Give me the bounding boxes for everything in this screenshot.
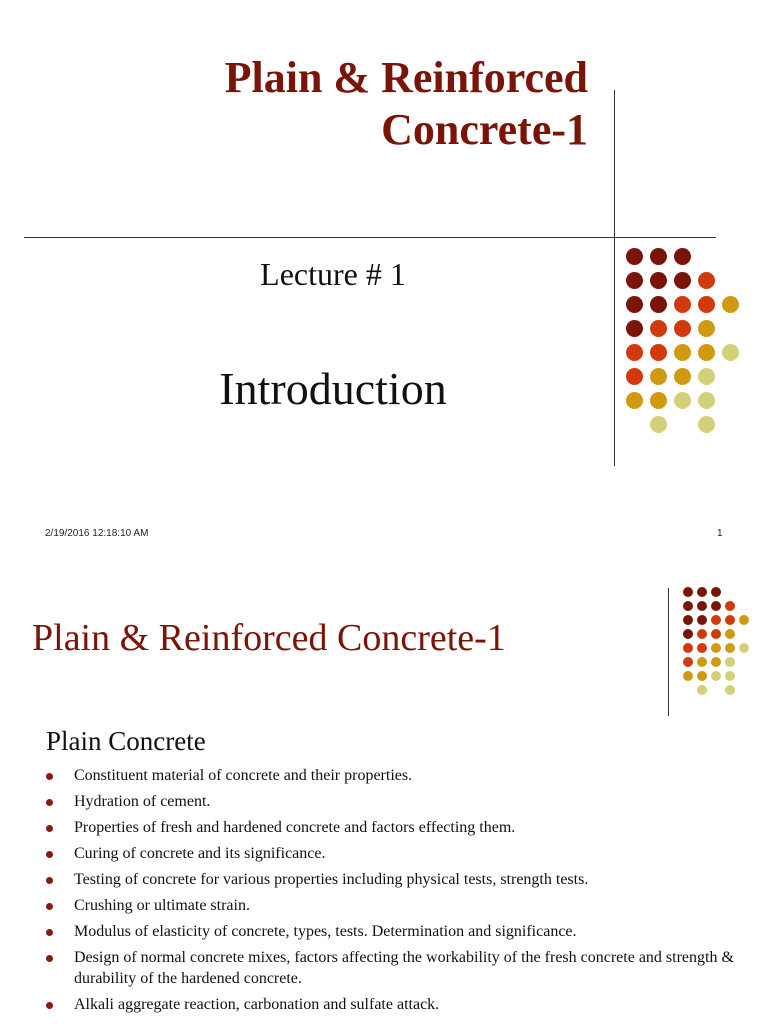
section-heading: Plain Concrete: [46, 726, 206, 756]
decorative-dot: [650, 272, 667, 289]
decorative-dot: [650, 320, 667, 337]
slide-2: [0, 560, 768, 1024]
decorative-dot: [697, 629, 707, 639]
decorative-dot: [626, 272, 643, 289]
decorative-dot: [683, 601, 693, 611]
decorative-dot: [626, 344, 643, 361]
decorative-dot: [674, 368, 691, 385]
decorative-dot: [697, 615, 707, 625]
decorative-dot: [711, 657, 721, 667]
slide-2-title: Plain & Reinforced Concrete-1: [32, 617, 506, 659]
decorative-dot: [698, 392, 715, 409]
decorative-dot: [725, 643, 735, 653]
list-item: Crushing or ultimate strain.: [44, 895, 734, 916]
title-line-1: Plain & Reinforced: [224, 53, 588, 102]
decorative-dot: [697, 685, 707, 695]
decorative-dot: [697, 587, 707, 597]
decorative-dot: [650, 392, 667, 409]
decorative-dot: [674, 392, 691, 409]
decorative-dot: [683, 657, 693, 667]
slide-1-title: [225, 52, 588, 156]
list-item: Alkali aggregate reaction, carbonation and sulfate attack.: [44, 994, 734, 1015]
decorative-dot: [711, 671, 721, 681]
decorative-dot: [650, 416, 667, 433]
decorative-dot: [698, 368, 715, 385]
footer-date: 2/19/2016 12:18:10 AM: [45, 528, 149, 539]
decorative-dot: [683, 615, 693, 625]
decorative-dot: [725, 685, 735, 695]
decorative-dot: [650, 344, 667, 361]
decorative-dot: [683, 643, 693, 653]
decorative-dot: [698, 320, 715, 337]
page-number: 1: [717, 528, 723, 539]
decorative-dot: [626, 248, 643, 265]
decorative-dot: [698, 272, 715, 289]
decorative-dot: [722, 344, 739, 361]
decorative-dot: [697, 643, 707, 653]
horizontal-divider: [24, 237, 716, 238]
lecture-number: Lecture # 1: [260, 256, 406, 292]
title-line-2: Concrete-1: [381, 105, 588, 154]
decorative-dot: [683, 587, 693, 597]
decorative-dot: [650, 248, 667, 265]
decorative-dot: [674, 248, 691, 265]
decorative-dot: [725, 615, 735, 625]
list-item: Curing of concrete and its significance.: [44, 843, 734, 864]
decorative-dot: [725, 657, 735, 667]
decorative-dot: [698, 344, 715, 361]
decorative-dot: [650, 368, 667, 385]
decorative-dot: [626, 296, 643, 313]
decorative-dot: [650, 296, 667, 313]
decorative-dot: [626, 368, 643, 385]
decorative-dot: [697, 671, 707, 681]
decorative-dot: [674, 296, 691, 313]
decorative-dot: [683, 629, 693, 639]
vertical-divider: [668, 588, 669, 716]
decorative-dot: [711, 601, 721, 611]
decorative-dot: [739, 643, 749, 653]
list-item: Properties of fresh and hardened concrete and factors effecting them.: [44, 817, 734, 838]
decorative-dot: [739, 615, 749, 625]
list-item: Hydration of cement.: [44, 791, 734, 812]
decorative-dot: [725, 671, 735, 681]
decorative-dot: [711, 615, 721, 625]
decorative-dot: [674, 320, 691, 337]
decorative-dot: [674, 272, 691, 289]
decorative-dot: [674, 344, 691, 361]
decorative-dot: [698, 416, 715, 433]
list-item: Modulus of elasticity of concrete, types, tests. Determination and significance.: [44, 921, 734, 942]
bullet-list: [44, 765, 734, 1020]
decorative-dot: [683, 671, 693, 681]
list-item: Constituent material of concrete and their properties.: [44, 765, 734, 786]
decorative-dot: [697, 601, 707, 611]
decorative-dot: [626, 320, 643, 337]
list-item: Design of normal concrete mixes, factors affecting the workability of the fresh concrete and strength & durability of the hardened concrete.: [44, 947, 734, 989]
decorative-dot: [711, 587, 721, 597]
decorative-dot: [725, 629, 735, 639]
decorative-dot: [698, 296, 715, 313]
decorative-dot: [711, 629, 721, 639]
decorative-dot: [711, 643, 721, 653]
decorative-dot: [725, 601, 735, 611]
decorative-dot: [697, 657, 707, 667]
decorative-dot: [626, 392, 643, 409]
slide-subtitle: Introduction: [219, 363, 447, 414]
decorative-dot: [722, 296, 739, 313]
list-item: Testing of concrete for various properties including physical tests, strength tests.: [44, 869, 734, 890]
